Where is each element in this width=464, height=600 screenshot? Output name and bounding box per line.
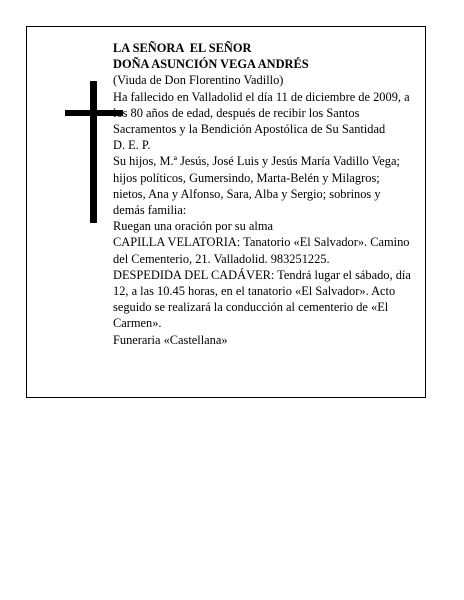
dep-line: D. E. P. [113,138,151,153]
farewell-paragraph: DESPEDIDA DEL CADÁVER: Tendrá lugar el sábado, día 12, a las 10.45 horas, en el tanatorio «El Salvador». Acto seguido se realizará la conducción al cementerio de «El Carmen». [113,267,411,331]
funeral-home-line: Funeraria «Castellana» [113,332,228,347]
cross-vertical-bar [90,81,97,223]
header-line-1: LA SEÑORA EL SEÑOR [113,41,252,55]
obituary-text [113,40,413,348]
family-paragraph: Su hijos, M.ª Jesús, José Luis y Jesús María Vadillo Vega; hijos políticos, Gumersindo, Marta-Belén y Milagros; nietos, Ana y Alfonso, Sara, Alba y Sergio; sobrinos y demás familia: [113,154,400,218]
prayer-line: Ruegan una oración por su alma [113,219,273,234]
death-paragraph: Ha fallecido en Valladolid el día 11 de diciembre de 2009, a los 80 años de edad, después de recibir los Santos Sacramentos y la Bendición Apostólica de Su Santidad [113,89,410,137]
chapel-paragraph: CAPILLA VELATORIA: Tanatorio «El Salvador». Camino del Cementerio, 21. Valladolid. 983251225. [113,235,410,266]
widow-line: (Viuda de Don Florentino Vadillo) [113,73,284,88]
header-line-2: DOÑA ASUNCIÓN VEGA ANDRÉS [113,57,309,72]
